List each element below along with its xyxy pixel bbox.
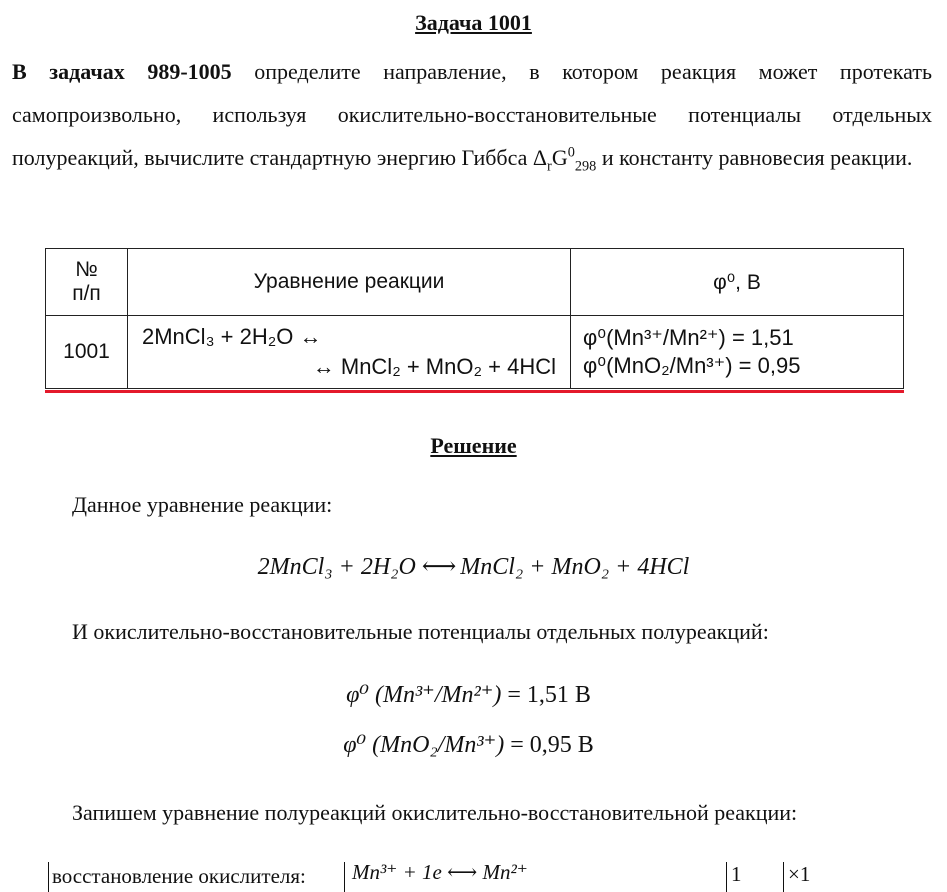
half-reaction-coef-2: ×1 — [788, 862, 811, 886]
potential-formula-2 — [0, 730, 942, 759]
red-divider — [45, 390, 904, 393]
potential-1-lhs: φ⁰ (Mn³⁺/Mn²⁺) — [346, 682, 502, 708]
header-number: № п/п — [46, 249, 128, 316]
header-equation: Уравнение реакции — [128, 249, 571, 316]
task-range: В задачах 989-1005 — [12, 59, 232, 84]
gibbs-sub-298: 298 — [574, 158, 597, 175]
half-reaction-label: восстановление окислителя: — [52, 864, 306, 888]
task-text: определите направление, в котором реакция может протекать самопроизвольно, используя окислительно-восстановительные потенциалы отдельных полуреакций, вычислите стандартную энергию Гиббса Δ — [12, 59, 932, 170]
reaction-formula — [0, 552, 947, 581]
potential-line-2: φ⁰(MnO₂/Mn³⁺) = 0,95 — [583, 353, 801, 378]
half-reaction-equation: Mn³⁺ + 1e ⟷ Mn²⁺ — [352, 860, 528, 884]
potential-line-1: φ⁰(Mn³⁺/Mn²⁺) = 1,51 — [583, 325, 794, 350]
task-table — [45, 248, 904, 389]
solution-heading: Решение — [430, 433, 517, 458]
header-potential: φ⁰, В — [571, 249, 904, 316]
half-reaction-coef-1: 1 — [731, 862, 742, 886]
gibbs-symbol: G — [551, 145, 568, 170]
potential-1-value: = 1,51 В — [507, 682, 591, 708]
page-title: Задача 1001 — [415, 10, 532, 35]
double-arrow-icon: ⟷ — [421, 554, 455, 580]
equation-line-2: ↔ MnCl₂ + MnO₂ + 4HCl — [312, 354, 556, 379]
table-border-coef — [726, 862, 727, 892]
task-statement — [12, 50, 932, 179]
gibbs-sup: 0 — [567, 144, 575, 161]
row-equation — [128, 316, 571, 389]
paragraph-reaction: Данное уравнение реакции: — [72, 492, 333, 517]
potential-formula-1 — [0, 680, 942, 709]
row-potentials — [571, 316, 904, 389]
paragraph-half-reactions: Запишем уравнение полуреакций окислительно-восстановительной реакции: — [72, 800, 798, 825]
task-text-end: и константу равновесия реакции. — [596, 145, 913, 170]
table-border-coef2 — [783, 862, 784, 892]
reaction-left: 2MnCl₃ + 2H₂O — [257, 554, 416, 580]
equation-line-1: 2MnCl₃ + 2H₂O ↔ — [142, 324, 322, 349]
table-header-row — [46, 249, 904, 316]
table-border-mid — [344, 862, 345, 892]
row-number: 1001 — [46, 316, 128, 389]
potential-2-lhs: φ⁰ (MnO₂/Mn³⁺) — [343, 732, 505, 758]
paragraph-potentials: И окислительно-восстановительные потенциалы отдельных полуреакций: — [72, 619, 769, 644]
potential-2-value: = 0,95 В — [510, 732, 594, 758]
table-border-left — [48, 862, 49, 892]
table-row — [46, 316, 904, 389]
reaction-right: MnCl₂ + MnO₂ + 4HCl — [460, 554, 690, 580]
gibbs-sub-r: r — [547, 158, 552, 175]
half-reaction-row — [48, 860, 908, 890]
